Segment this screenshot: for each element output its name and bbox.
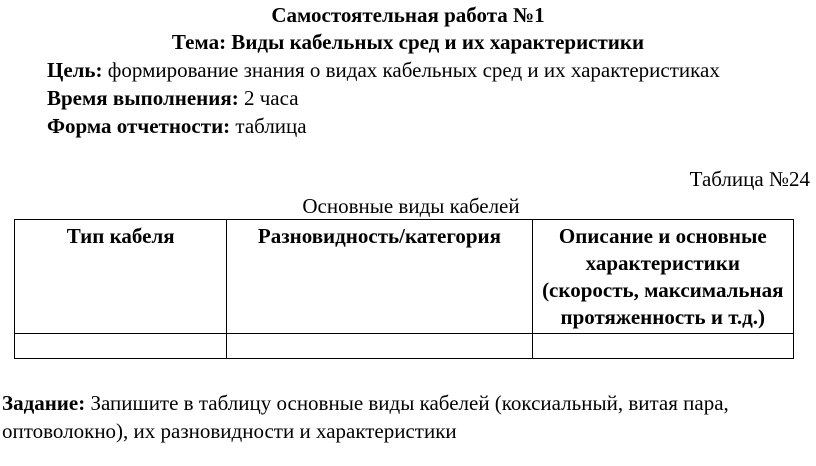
document-title: Самостоятельная работа №1: [271, 3, 545, 27]
table-cell: [532, 334, 793, 359]
goal-line: [47, 57, 720, 83]
report-form-line: [47, 113, 307, 139]
table-caption: Основные виды кабелей: [302, 194, 520, 218]
goal-label: Цель:: [47, 58, 103, 82]
header-category: Разновидность/категория: [227, 220, 532, 334]
report-form-label: Форма отчетности:: [47, 114, 231, 138]
table-row: [15, 334, 794, 359]
time-label: Время выполнения:: [47, 86, 239, 110]
goal-text: формирование знания о видах кабельных сред и их характеристиках: [107, 58, 720, 82]
time-text: 2 часа: [244, 86, 299, 110]
time-line: [47, 85, 299, 111]
header-description: Описание и основные характеристики (скорость, максимальная протяженность и т.д.): [532, 220, 793, 334]
task-paragraph: [2, 389, 802, 445]
cable-table: [14, 219, 794, 359]
task-text: Запишите в таблицу основные виды кабелей (коксиальный, витая пара, оптоволокно), их разновидности и характеристики: [2, 391, 729, 443]
header-cable-type: Тип кабеля: [15, 220, 227, 334]
table-cell: [227, 334, 532, 359]
task-label: Задание:: [2, 391, 86, 415]
table-cell: [15, 334, 227, 359]
table-number: Таблица №24: [689, 167, 810, 191]
document-subtitle: Тема: Виды кабельных сред и их характеристики: [171, 30, 645, 54]
report-form-text: таблица: [235, 114, 307, 138]
table-header-row: [15, 220, 794, 334]
